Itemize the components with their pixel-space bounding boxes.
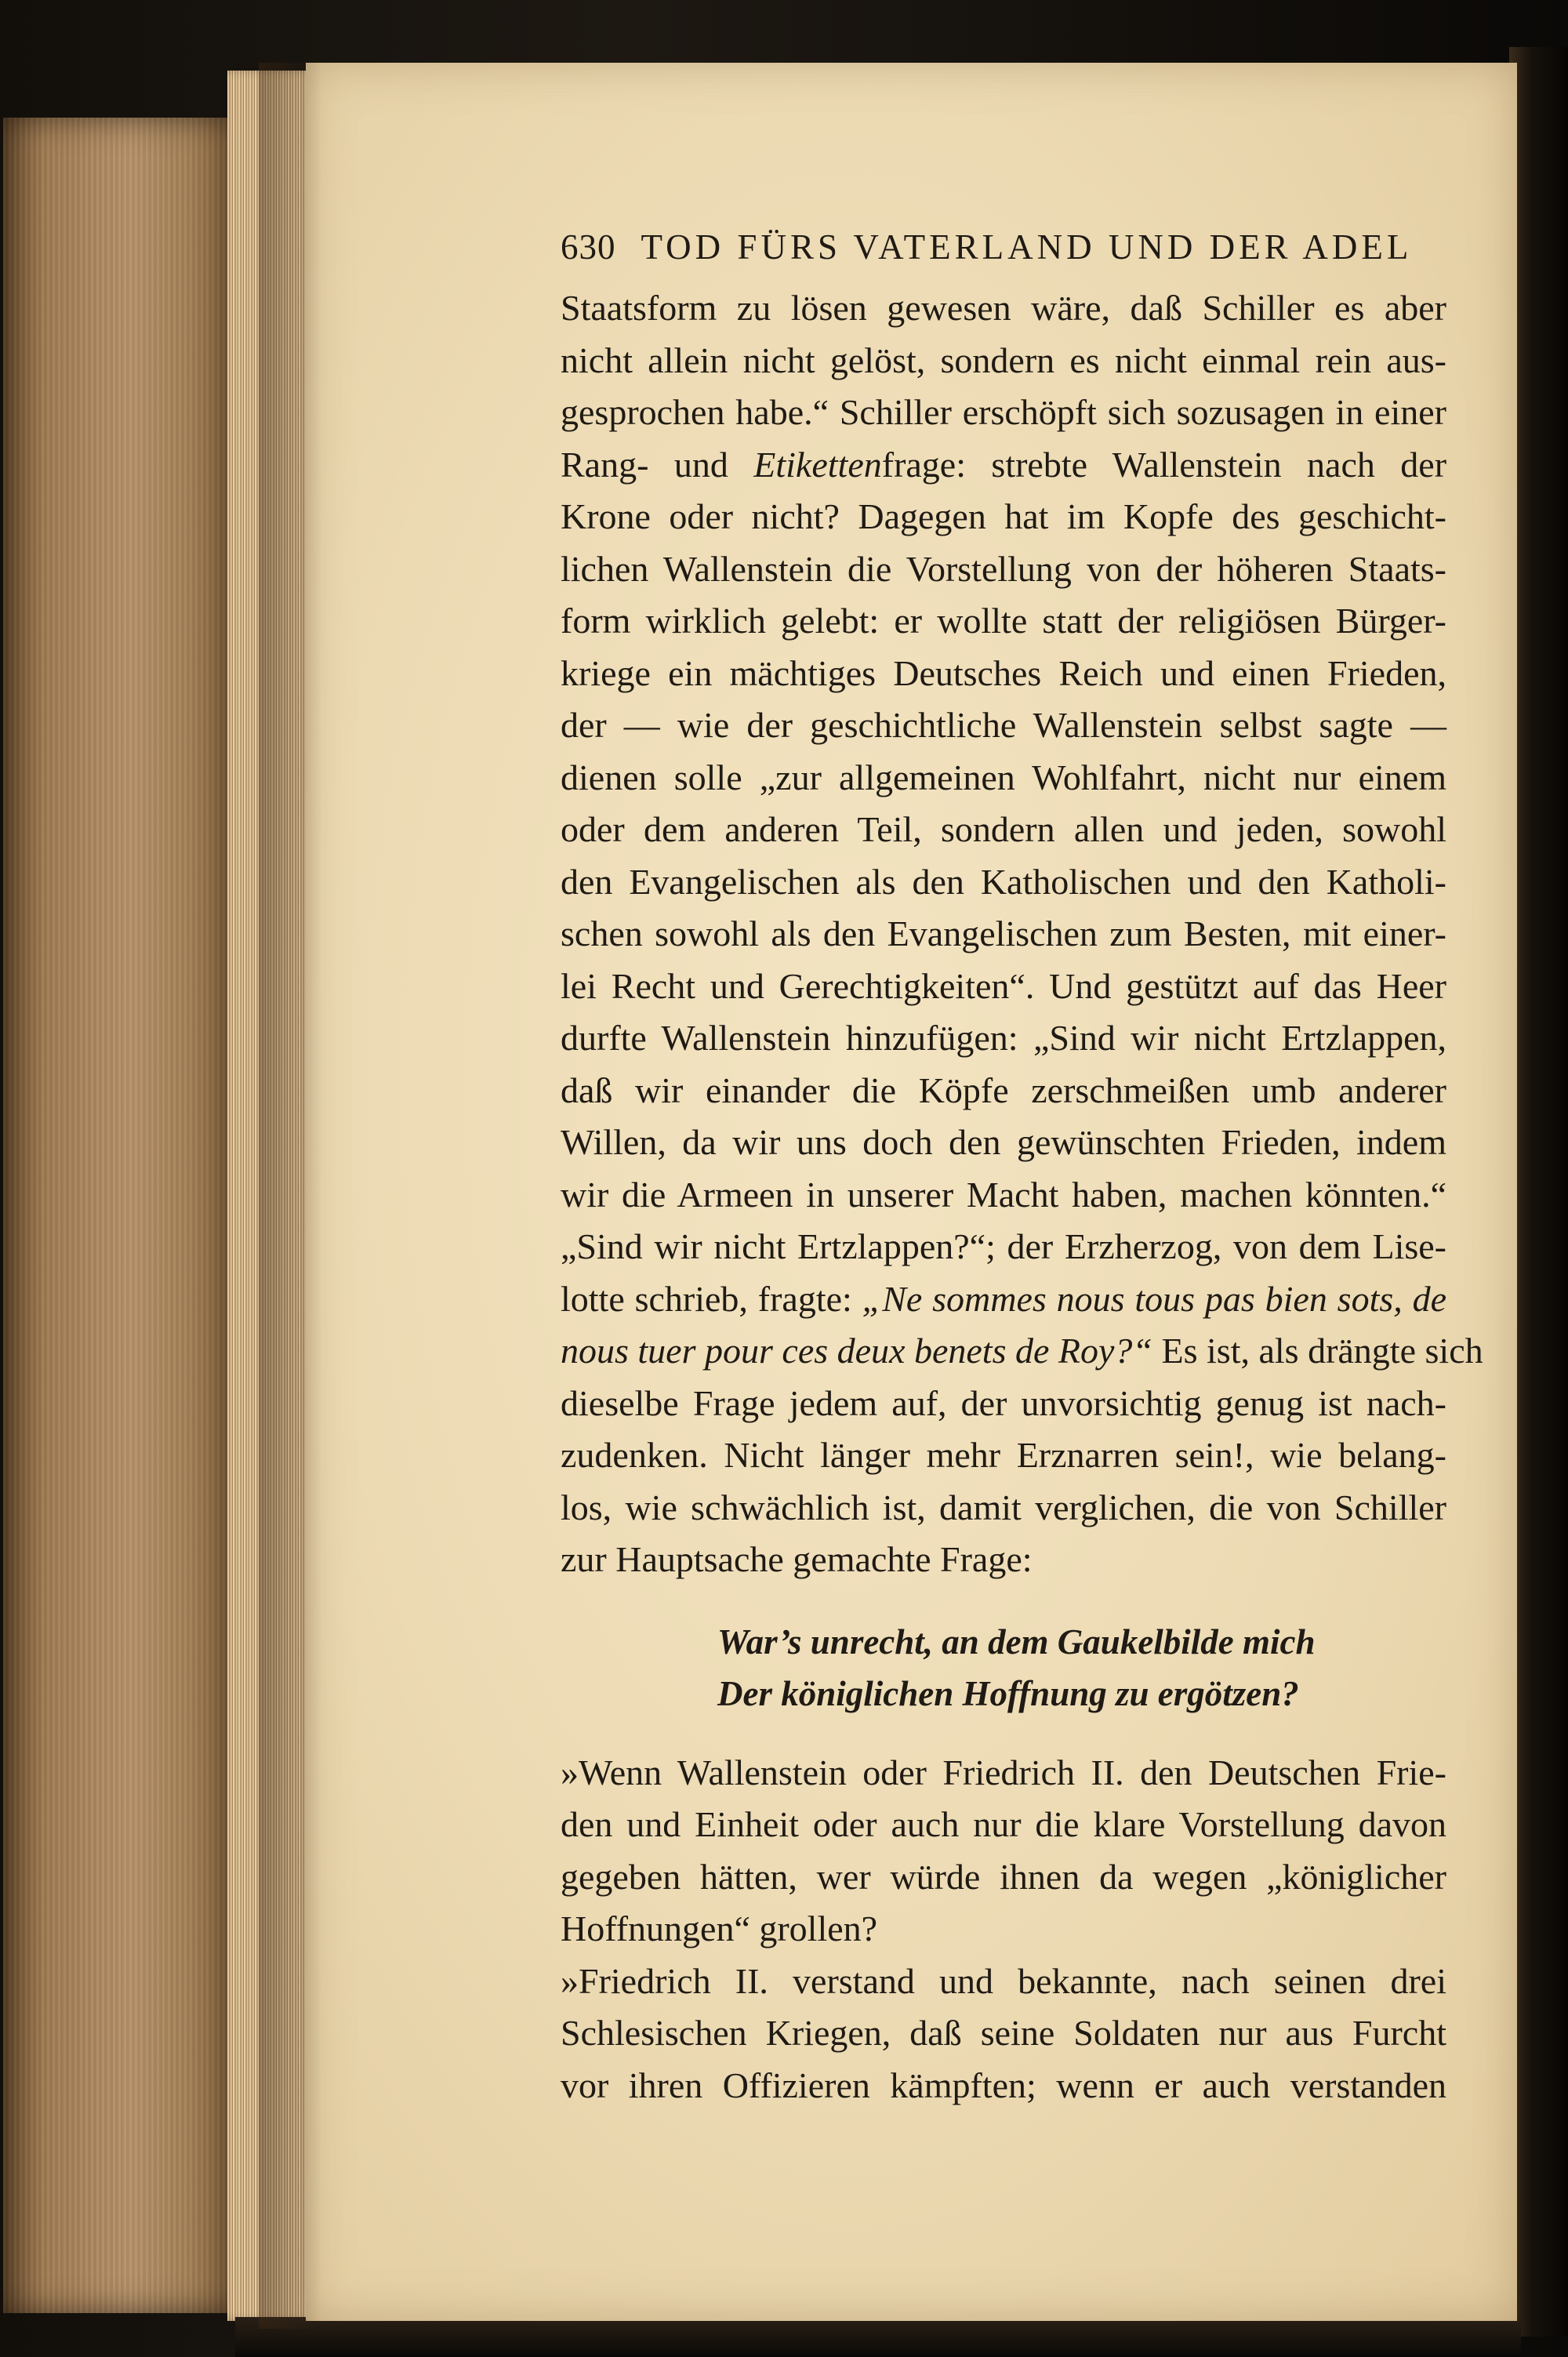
page-text [561, 212, 1483, 2112]
text-line: los, wie schwächlich ist, damit verglichen, die von Schiller [561, 1487, 1446, 1527]
text-span: Rang- und [561, 444, 728, 485]
text-line [561, 1273, 1446, 1326]
text-line: zur Hauptsache gemachte Frage: [561, 1539, 1033, 1579]
french-quote: „Ne sommes nous tous pas bien sots, de [862, 1278, 1447, 1319]
text-line [561, 1325, 1483, 1378]
text-line: »Wenn Wallenstein oder Friedrich II. den Deutschen Frie- [561, 1752, 1446, 1792]
text-line: dieselbe Frage jedem auf, der unvorsichtig genug ist nach- [561, 1382, 1446, 1423]
running-head [561, 212, 1446, 282]
right-shadow [1509, 47, 1568, 2337]
text-line: durfte Wallenstein hinzufügen: „Sind wir nicht Ertzlappen, [561, 1018, 1446, 1058]
text-span: Es ist, als drängte sich [1161, 1331, 1483, 1371]
text-line: schen sowohl als den Evangelischen zum Besten, mit einer- [561, 913, 1446, 953]
text-line: kriege ein mächtiges Deutsches Reich und einen Frieden, [561, 652, 1446, 693]
text-line: vor ihren Offizieren kämpften; wenn er auch verstanden [561, 2065, 1446, 2105]
text-line: gegeben hätten, wer würde ihnen da wegen „königlicher [561, 1856, 1446, 1897]
text-line: den Evangelischen als den Katholischen und den Katholi- [561, 861, 1446, 902]
running-title: TOD FÜRS VATERLAND UND DER ADEL [641, 227, 1413, 267]
text-line: Hoffnungen“ grollen? [561, 1908, 878, 1948]
text-line: »Friedrich II. verstand und bekannte, nach seinen drei [561, 1960, 1446, 2001]
text-line: den und Einheit oder auch nur die klare Vorstellung davon [561, 1804, 1446, 1844]
text-span: frage: strebte Wallenstein nach der [881, 444, 1447, 485]
text-line: wir die Armeen in unserer Macht haben, machen könnten.“ [561, 1174, 1446, 1215]
text-line: Schlesischen Kriegen, daß seine Soldaten nur aus Furcht [561, 2013, 1446, 2053]
italic-word: Etiketten [753, 444, 882, 485]
verse-line: Der königlichen Hoffnung zu ergötzen? [717, 1674, 1299, 1713]
text-line: zudenken. Nicht länger mehr Erznarren sein!, wie belang- [561, 1435, 1446, 1475]
text-line: dienen solle „zur allgemeinen Wohlfahrt, nicht nur einem [561, 757, 1446, 797]
bottom-shadow [235, 2317, 1521, 2357]
text-line: form wirklich gelebt: er wollte statt der religiösen Bürger- [561, 601, 1446, 641]
text-line: nicht allein nicht gelöst, sondern es nicht einmal rein aus- [561, 340, 1446, 380]
text-line: „Sind wir nicht Ertzlappen?“; der Erzherzog, von dem Lise- [561, 1226, 1446, 1266]
page-stack-edge [3, 118, 235, 2313]
text-line: oder dem anderen Teil, sondern allen und jeden, sowohl [561, 809, 1446, 849]
text-line: Staatsform zu lösen gewesen wäre, daß Schiller es aber [561, 288, 1446, 328]
verse-line: War’s unrecht, an dem Gaukelbilde mich [717, 1622, 1316, 1662]
text-line [561, 439, 1446, 492]
french-quote: nous tuer pour ces deux benets de Roy?“ [561, 1331, 1153, 1371]
text-line: lichen Wallenstein die Vorstellung von der höheren Staats- [561, 548, 1446, 589]
text-span: lotte schrieb, fragte: [561, 1278, 852, 1319]
text-line: der — wie der geschichtliche Wallenstein selbst sagte — [561, 705, 1446, 745]
text-line: Krone oder nicht? Dagegen hat im Kopfe des geschicht- [561, 496, 1446, 536]
page-number: 630 [561, 227, 616, 267]
text-line: lei Recht und Gerechtigkeiten“. Und gestützt auf das Heer [561, 965, 1446, 1006]
verse-quote [561, 1586, 1446, 1747]
binding-shadow [259, 63, 321, 2329]
text-line: Willen, da wir uns doch den gewünschten Frieden, indem [561, 1122, 1446, 1162]
text-line: gesprochen habe.“ Schiller erschöpft sich sozusagen in einer [561, 392, 1446, 432]
text-line: daß wir einander die Köpfe zerschmeißen umb anderer [561, 1070, 1446, 1110]
